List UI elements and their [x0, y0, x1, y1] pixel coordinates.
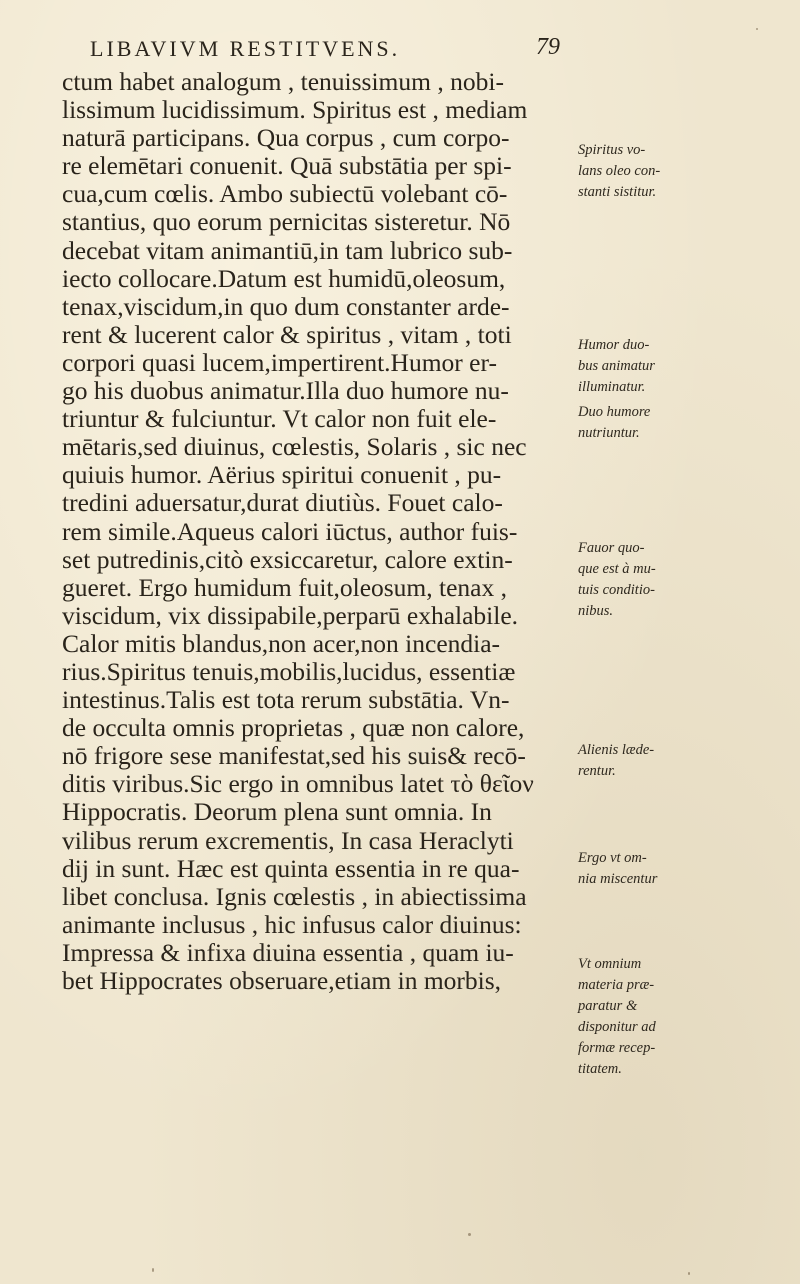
text-line: vilibus rerum excrementis, In casa Heraclyti: [62, 825, 514, 855]
margin-note-line: paratur &: [578, 998, 638, 1014]
text-line: tenax,viscidum,in quo dum constanter arde-: [62, 291, 510, 321]
main-text-block: [62, 68, 572, 995]
text-line: go his duobus animatur.Illa duo humore nu-: [62, 376, 509, 406]
text-line: Calor mitis blandus,non acer,non incendia-: [62, 628, 501, 658]
margin-note-line: lans oleo con-: [578, 163, 661, 179]
text-line: cua,cum cœlis. Ambo subiectū volebant cō-: [62, 179, 508, 209]
margin-note-spiritus-volans: [578, 140, 743, 203]
text-line: animante inclusus , hic infusus calor diuinus:: [62, 909, 522, 939]
margin-note-line: bus animatur: [578, 358, 655, 374]
text-line: corpori quasi lucem,impertirent.Humor er-: [62, 347, 497, 377]
text-line: Impressa & infixa diuina essentia , quam iu-: [62, 937, 514, 967]
text-line: viscidum, vix dissipabile,perparū exhalabile.: [62, 600, 519, 630]
text-line: libet conclusa. Ignis cœlestis , in abiectissima: [62, 881, 527, 911]
margin-note-line: materia præ-: [578, 977, 655, 993]
margin-note-line: Ergo vt om-: [578, 850, 647, 866]
margin-note-fauor-quoque: [578, 538, 743, 622]
text-line: re elemētari conuenit. Quā substātia per spi-: [62, 151, 512, 181]
margin-note-line: Duo humore: [578, 404, 651, 420]
text-line: Hippocratis. Deorum plena sunt omnia. In: [62, 797, 492, 827]
text-line: ditis viribus.Sic ergo in omnibus latet τὸ θεῖον: [62, 769, 534, 799]
text-line: stantius, quo eorum pernicitas sisteretur. Nō: [62, 207, 511, 237]
text-line: rem simile.Aqueus calori iūctus, author fuis-: [62, 516, 518, 546]
margin-note-line: illuminatur.: [578, 379, 646, 395]
margin-note-line: nutriuntur.: [578, 425, 640, 441]
margin-note-ergo-vt-omnia: [578, 848, 743, 890]
text-line: naturā participans. Qua corpus , cum corpo-: [62, 123, 510, 153]
text-line: lissimum lucidissimum. Spiritus est , mediam: [62, 95, 528, 125]
margin-note-line: disponitur ad: [578, 1019, 656, 1035]
margin-note-line: Alienis læde-: [578, 742, 655, 758]
margin-note-line: Spiritus vo-: [578, 142, 646, 158]
margin-note-line: formæ recep-: [578, 1040, 656, 1056]
margin-note-line: titatem.: [578, 1061, 622, 1077]
text-line: de occulta omnis proprietas , quæ non calore,: [62, 713, 525, 743]
margin-note-line: nia miscentur: [578, 871, 658, 887]
margin-note-vt-omnium: [578, 954, 743, 1080]
paper-speck: [756, 28, 758, 30]
running-head-title: LIBAVIVM RESTITVENS.: [90, 36, 401, 61]
text-line: ctum habet analogum , tenuissimum , nobi-: [62, 67, 504, 96]
margin-note-alienis-laeduntur: [578, 740, 743, 782]
margin-note-line: Humor duo-: [578, 337, 650, 353]
text-line: nō frigore sese manifestat,sed his suis& recō-: [62, 741, 526, 771]
text-line: rius.Spiritus tenuis,mobilis,lucidus, essentiæ: [62, 656, 516, 686]
page-number: 79: [536, 34, 560, 60]
margin-note-humor-duobus: [578, 335, 743, 398]
text-line: mētaris,sed diuinus, cœlestis, Solaris , sic nec: [62, 432, 527, 462]
text-line: triuntur & fulciuntur. Vt calor non fuit ele-: [62, 404, 497, 434]
margin-note-line: rentur.: [578, 763, 616, 779]
margin-note-line: nibus.: [578, 603, 614, 619]
text-line: bet Hippocrates obseruare,etiam in morbis,: [62, 966, 502, 995]
text-line: intestinus.Talis est tota rerum substātia. Vn-: [62, 685, 510, 715]
text-line: quiuis humor. Aërius spiritui conuenit , pu-: [62, 460, 502, 490]
text-line: dij in sunt. Hæc est quinta essentia in re qua-: [62, 853, 520, 883]
margin-note-line: Vt omnium: [578, 956, 642, 972]
text-line: tredini aduersatur,durat diutiùs. Fouet calo-: [62, 488, 503, 518]
margin-note-line: tuis conditio-: [578, 582, 655, 598]
text-line: gueret. Ergo humidum fuit,oleosum, tenax ,: [62, 572, 507, 602]
running-head: [90, 36, 560, 66]
text-line: rent & lucerent calor & spiritus , vitam , toti: [62, 319, 512, 349]
paper-speck: [468, 1233, 471, 1236]
margin-note-line: Fauor quo-: [578, 540, 645, 556]
margin-note-line: que est à mu-: [578, 561, 656, 577]
margin-note-duo-humore: [578, 402, 743, 444]
paper-speck: [688, 1272, 690, 1275]
text-line: iecto collocare.Datum est humidū,oleosum,: [62, 263, 506, 293]
text-line: set putredinis,citò exsiccaretur, calore extin-: [62, 544, 513, 574]
paper-speck: [152, 1268, 154, 1272]
text-line: decebat vitam animantiū,in tam lubrico sub-: [62, 235, 513, 265]
margin-note-line: stanti sistitur.: [578, 184, 657, 200]
